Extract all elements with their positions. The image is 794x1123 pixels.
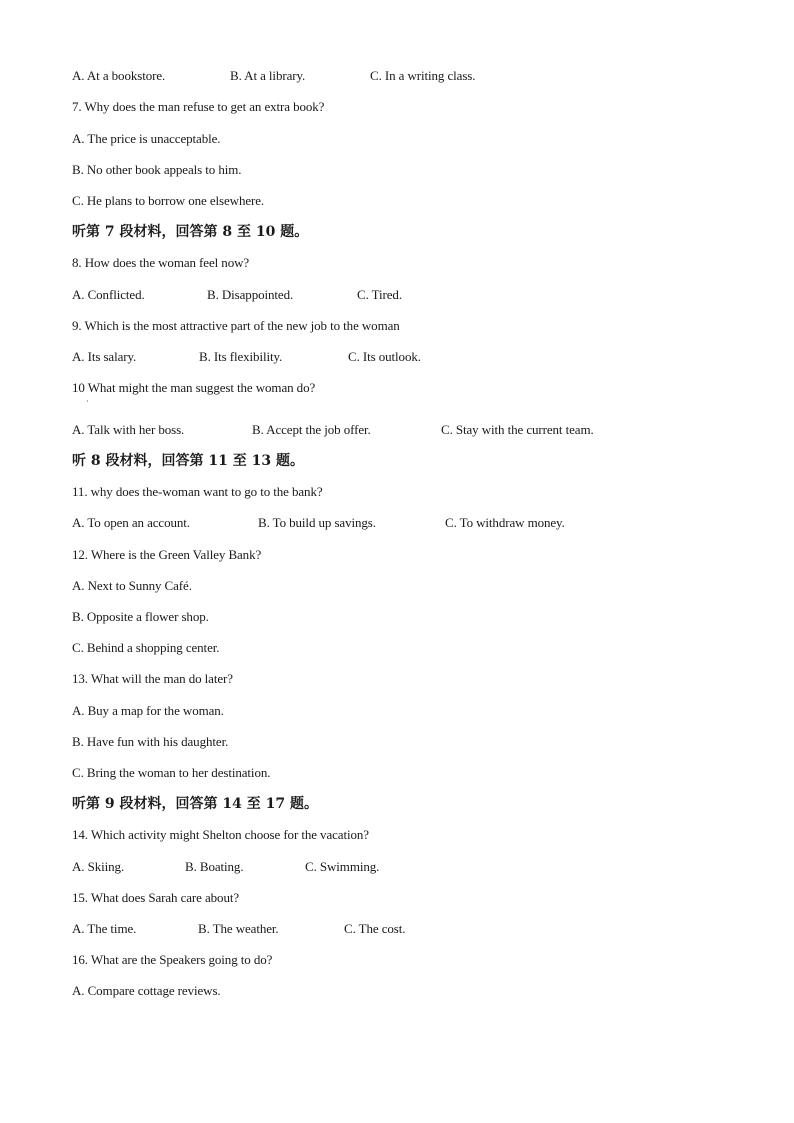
q6-option-a: A. At a bookstore. (72, 68, 166, 83)
q10-question: 10 What might the man suggest the woman do? (72, 380, 316, 395)
section-7-heading: 听第 7 段材料，回答第 8 至 10 题。 (72, 224, 309, 240)
q10-option-c: C. Stay with the current team. (441, 422, 594, 437)
q16-question: 16. What are the Speakers going to do? (72, 952, 273, 967)
q9-option-b: B. Its flexibility. (199, 349, 283, 364)
q10-option-a: A. Talk with her boss. (72, 422, 185, 437)
q7-question: 7. Why does the man refuse to get an extra book? (72, 99, 325, 114)
q14-question: 14. Which activity might Shelton choose for the vacation? (72, 827, 369, 842)
q8-option-b: B. Disappointed. (207, 287, 294, 302)
q15-question: 15. What does Sarah care about? (72, 890, 240, 905)
q14-option-b: B. Boating. (185, 859, 244, 874)
q14-option-a: A. Skiing. (72, 859, 125, 874)
q11-option-b: B. To build up savings. (258, 515, 376, 530)
q9-option-c: C. Its outlook. (348, 349, 421, 364)
q8-option-a: A. Conflicted. (72, 287, 145, 302)
q7-option-b: B. No other book appeals to him. (72, 162, 242, 177)
q16-option-a: A. Compare cottage reviews. (72, 983, 221, 998)
section-8-heading: 听 8 段材料，回答第 11 至 13 题。 (72, 453, 304, 469)
q15-option-c: C. The cost. (344, 921, 406, 936)
q15-option-b: B. The weather. (198, 921, 279, 936)
q15-option-a: A. The time. (72, 921, 137, 936)
q13-option-a: A. Buy a map for the woman. (72, 703, 224, 718)
q6-option-c: C. In a writing class. (370, 68, 476, 83)
q12-question: 12. Where is the Green Valley Bank? (72, 547, 262, 562)
q12-option-c: C. Behind a shopping center. (72, 640, 220, 655)
q6-option-b: B. At a library. (230, 68, 306, 83)
q12-option-a: A. Next to Sunny Café. (72, 578, 192, 593)
q8-question: 8. How does the woman feel now? (72, 255, 250, 270)
stray-dot-mark: · (86, 397, 89, 406)
q13-option-b: B. Have fun with his daughter. (72, 734, 229, 749)
q10-option-b: B. Accept the job offer. (252, 422, 371, 437)
q14-option-c: C. Swimming. (305, 859, 380, 874)
section-9-heading: 听第 9 段材料，回答第 14 至 17 题。 (72, 796, 318, 812)
q11-option-a: A. To open an account. (72, 515, 190, 530)
q9-option-a: A. Its salary. (72, 349, 137, 364)
q9-question: 9. Which is the most attractive part of the new job to the woman (72, 318, 400, 333)
q11-option-c: C. To withdraw money. (445, 515, 565, 530)
q7-option-c: C. He plans to borrow one elsewhere. (72, 193, 265, 208)
q12-option-b: B. Opposite a flower shop. (72, 609, 209, 624)
q13-question: 13. What will the man do later? (72, 671, 233, 686)
q7-option-a: A. The price is unacceptable. (72, 131, 221, 146)
q13-option-c: C. Bring the woman to her destination. (72, 765, 271, 780)
q8-option-c: C. Tired. (357, 287, 402, 302)
q11-question: 11. why does the-woman want to go to the bank? (72, 484, 323, 499)
